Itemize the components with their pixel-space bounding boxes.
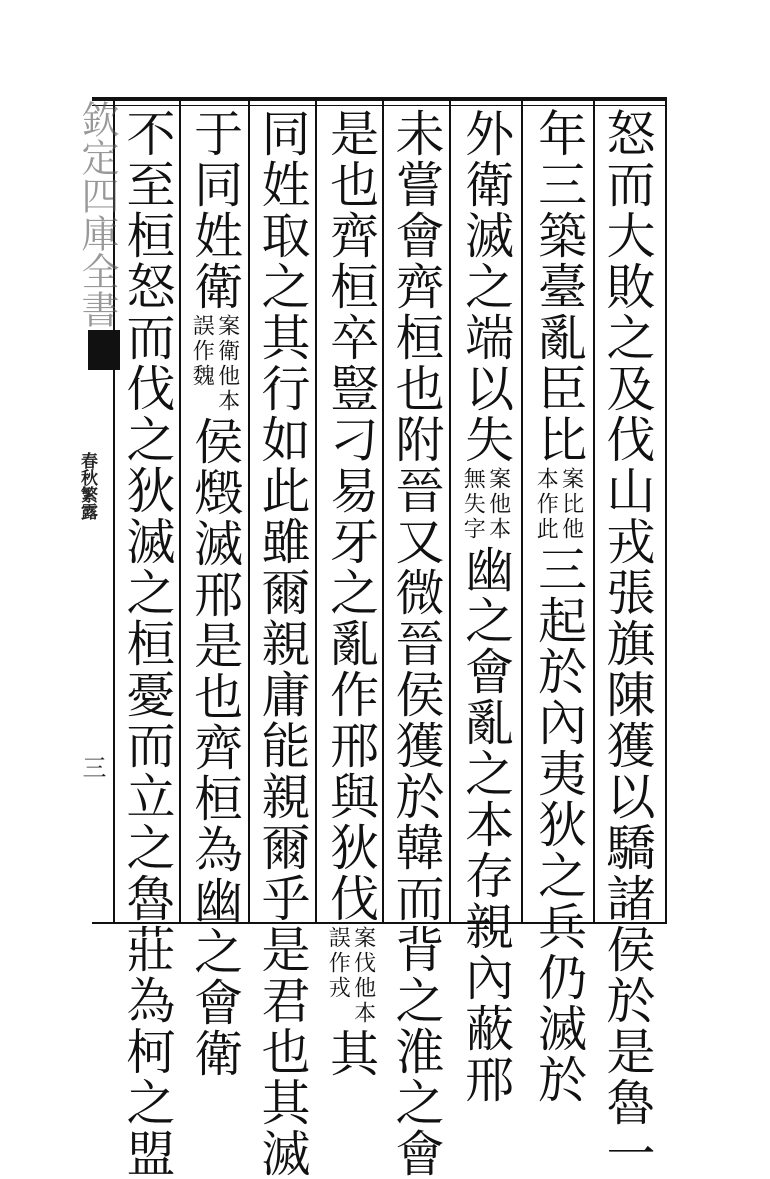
column-text: 于同姓衛 <box>186 108 244 312</box>
note-line: 案比他 <box>558 467 584 542</box>
column-rule <box>449 101 451 922</box>
text-column-6 <box>254 108 311 1179</box>
text-column-8 <box>119 108 176 1179</box>
collation-note <box>460 467 511 542</box>
column-text: 其 <box>322 1028 380 1079</box>
column-rule <box>593 101 595 922</box>
collation-note <box>325 926 376 1026</box>
column-rule <box>382 101 384 922</box>
text-column-4 <box>388 108 445 1179</box>
column-text: 三起於內夷狄之兵仍滅於 <box>530 544 588 1105</box>
note-line: 案伐他本 <box>350 926 376 1026</box>
text-column-5 <box>322 108 380 1079</box>
collation-note <box>189 314 240 414</box>
note-line: 案他本 <box>485 467 511 542</box>
column-text: 未嘗會齊桓也附晉又微晉侯獲於韓而背之淮之會 <box>388 108 445 1179</box>
fishtail-mark <box>88 330 120 370</box>
column-rule <box>179 101 181 922</box>
column-rule <box>521 101 523 922</box>
text-column-2 <box>530 108 588 1105</box>
collation-note <box>533 467 584 542</box>
spine-book-title: 春秋繁露 <box>77 452 97 520</box>
column-text: 是也齊桓卒豎刁易牙之亂作邢與狄伐 <box>322 108 380 924</box>
column-text: 幽之會亂之本存親內蔽邢 <box>457 544 515 1105</box>
note-line: 誤作魏 <box>189 314 215 389</box>
note-line: 無失字 <box>460 467 486 542</box>
column-text: 不至桓怒而伐之狄滅之桓憂而立之魯莊為柯之盟 <box>119 108 176 1179</box>
column-rule <box>315 101 317 922</box>
note-line: 案衛他本 <box>214 314 240 414</box>
spine-page-number: 三 <box>78 755 106 779</box>
column-text: 同姓取之其行如此雖爾親庸能親爾乎是君也其滅 <box>254 108 311 1179</box>
note-line: 本作此 <box>533 467 559 542</box>
column-text: 侯燬滅邢是也齊桓為幽之會衛 <box>186 416 244 1079</box>
column-text: 外衛滅之端以失 <box>457 108 515 465</box>
column-rule <box>248 101 250 922</box>
column-rule <box>665 101 667 922</box>
column-text: 怒而大敗之及伐山戎張旗陳獲以驕諸侯於是魯一 <box>599 108 656 1179</box>
note-line: 誤作戎 <box>325 926 351 1001</box>
text-column-1 <box>599 108 656 1179</box>
column-text: 年三築臺亂臣比 <box>530 108 588 465</box>
spine-collection-title: 欽定四庫全書 <box>75 100 119 328</box>
text-column-7 <box>186 108 244 1079</box>
text-column-3 <box>457 108 515 1105</box>
